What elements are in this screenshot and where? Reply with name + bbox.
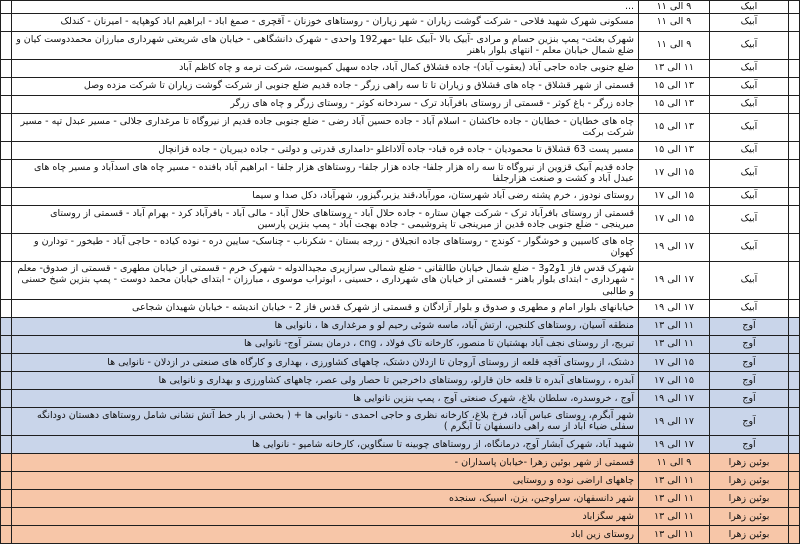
city-cell: بوئین زهرا (710, 525, 789, 543)
row-edge-left (1, 407, 12, 435)
row-edge-right (789, 317, 800, 335)
time-cell: ۱۳ الی ۱۵ (639, 77, 710, 95)
time-cell: ۱۳ الی ۱۵ (639, 141, 710, 159)
table-body (1, 1, 800, 544)
areas-cell: مسکونی شهرک شهید فلاحی - شرکت گوشت زیاران - شهر زیاران - روستاهای خوزنان - آقچری - صمغ اباد - ابراهیم اباد کوهپایه - امیرنان - کندلک (12, 13, 639, 31)
areas-cell: جاده زرگر - باغ کوثر - قسمتی از روستای بافرآباد ترک - سردخانه کوثر - روستای زرگر و چاه های زرگر (12, 95, 639, 113)
row-edge-left (1, 525, 12, 543)
city-cell: آوج (710, 371, 789, 389)
areas-cell: شهید آباد، شهرک آبشار آوج، درمانگاه، از روستاهای چوبینه تا سنگاوین، کارخانه شامپو - نانوایی ها (12, 435, 639, 453)
table-row (1, 1, 800, 14)
city-cell: آبیک (710, 77, 789, 95)
row-edge-left (1, 205, 12, 233)
city-cell: آوج (710, 435, 789, 453)
table-row (1, 471, 800, 489)
time-cell: ۹ الی ۱۱ (639, 1, 710, 14)
row-edge-right (789, 141, 800, 159)
row-edge-right (789, 31, 800, 59)
row-edge-right (789, 489, 800, 507)
city-cell: آبیک (710, 13, 789, 31)
row-edge-right (789, 525, 800, 543)
row-edge-left (1, 141, 12, 159)
table-row (1, 13, 800, 31)
table-row (1, 435, 800, 453)
areas-cell: چاه های خطایان - خطایان - جاده خاکشان - اسلام آباد - جاده حسین آباد رضی - ضلع جنوبی جاده قدیم از نیروگاه تا مرغداری جلالی - مسیر عبدل تپه - مسیر شرکت برکت (12, 113, 639, 141)
table-row (1, 407, 800, 435)
row-edge-right (789, 113, 800, 141)
row-edge-left (1, 353, 12, 371)
row-edge-left (1, 317, 12, 335)
city-cell: بوئین زهرا (710, 489, 789, 507)
table-row (1, 299, 800, 317)
city-cell: آبیک (710, 261, 789, 299)
time-cell: ۱۱ الی ۱۳ (639, 335, 710, 353)
row-edge-left (1, 261, 12, 299)
city-cell: آبیک (710, 59, 789, 77)
row-edge-right (789, 453, 800, 471)
time-cell: ۱۷ الی ۱۹ (639, 233, 710, 261)
city-cell: آبیک (710, 1, 789, 14)
row-edge-left (1, 95, 12, 113)
areas-cell: تبریج، از روستای نجف آباد بهشتیان تا منصور، کارخانه تاک فولاد ، cng ، درمان بستر آوج- نانوایی ها (12, 335, 639, 353)
areas-cell: روستای نودوز ، خرم پشته رضی آباد شهرستان، مورآباد،قند یزبر،گیزور، شهرآباد، دکل صدا و سیما (12, 187, 639, 205)
areas-cell: شهر آبگرم، روستای عباس آباد، فرخ بلاغ، کارخانه نظری و حاجی احمدی - نانوایی ها + ( بخشی از بار خط آتش نشانی شامل روستاهای دهستان دودانگه سفلی ضیاء آباد از سه راهی دانسفهان تا آبگرم ) (12, 407, 639, 435)
row-edge-left (1, 187, 12, 205)
table-row (1, 31, 800, 59)
row-edge-left (1, 471, 12, 489)
row-edge-left (1, 489, 12, 507)
time-cell: ۱۱ الی ۱۳ (639, 317, 710, 335)
time-cell: ۹ الی ۱۱ (639, 453, 710, 471)
row-edge-right (789, 1, 800, 14)
city-cell: آبیک (710, 95, 789, 113)
row-edge-right (789, 507, 800, 525)
time-cell: ۱۷ الی ۱۹ (639, 261, 710, 299)
time-cell: ۱۳ الی ۱۵ (639, 95, 710, 113)
row-edge-right (789, 13, 800, 31)
row-edge-left (1, 59, 12, 77)
areas-cell: شهر دانسفهان، سراوجین، یزن، اسپیک، سنجده (12, 489, 639, 507)
row-edge-right (789, 187, 800, 205)
areas-cell: مسیر پست 63 قشلاق تا محمودیان - جاده قره قباد- جاده آلاداغلو -دامداری قدرتی و دولتی - جاده دیبریان - جاده قزانچال (12, 141, 639, 159)
table-row (1, 335, 800, 353)
table-row (1, 371, 800, 389)
table-row (1, 95, 800, 113)
city-cell: آبیک (710, 159, 789, 187)
row-edge-right (789, 59, 800, 77)
time-cell: ۱۱ الی ۱۳ (639, 489, 710, 507)
time-cell: ۱۷ الی ۱۹ (639, 389, 710, 407)
row-edge-right (789, 435, 800, 453)
row-edge-left (1, 113, 12, 141)
table-row (1, 141, 800, 159)
city-cell: بوئین زهرا (710, 453, 789, 471)
time-cell: ۱۳ الی ۱۵ (639, 113, 710, 141)
table-row (1, 233, 800, 261)
city-cell: آوج (710, 335, 789, 353)
row-edge-right (789, 95, 800, 113)
city-cell: آبیک (710, 141, 789, 159)
areas-cell: ضلع جنوبی جاده حاجی آباد (یعقوب آباد)- جاده قشلاق کمال آباد، جاده سهیل کمپوست، شرکت ترمه و چاه کاظم آباد (12, 59, 639, 77)
table-row (1, 353, 800, 371)
areas-cell: روستای زین اباد (12, 525, 639, 543)
row-edge-left (1, 31, 12, 59)
time-cell: ۹ الی ۱۱ (639, 31, 710, 59)
areas-cell: چاههای اراضی نوده و روستایی (12, 471, 639, 489)
time-cell: ۱۵ الی ۱۷ (639, 353, 710, 371)
time-cell: ۱۵ الی ۱۷ (639, 205, 710, 233)
row-edge-left (1, 453, 12, 471)
areas-cell: چاه های کاسیین و خوشگوار - کوندج - روستاهای جاده انجیلاق - زرجه بستان - شکرناب - چناسک- سایین دره - نوده کیاده - حاجی آباد - طیخور - تودارن و کهوان (12, 233, 639, 261)
areas-cell: آبدره ، روستاهای آبدره تا قلعه خان قارلو، روستاهای داخرجین تا حصار ولی عصر، چاههای کشاورزی و بهداری و نانوایی ها (12, 371, 639, 389)
city-cell: آبیک (710, 233, 789, 261)
row-edge-left (1, 299, 12, 317)
row-edge-right (789, 77, 800, 95)
row-edge-left (1, 389, 12, 407)
row-edge-left (1, 77, 12, 95)
time-cell: ۱۵ الی ۱۷ (639, 159, 710, 187)
row-edge-right (789, 389, 800, 407)
table-row (1, 389, 800, 407)
table-row (1, 507, 800, 525)
row-edge-left (1, 435, 12, 453)
city-cell: آبیک (710, 113, 789, 141)
city-cell: آبیک (710, 205, 789, 233)
table-row (1, 261, 800, 299)
row-edge-left (1, 335, 12, 353)
row-edge-right (789, 353, 800, 371)
areas-cell: منطقه آسیان، روستاهای کلنجین، ارتش آباد، ماسه شوئی رحیم لو و مرغداری ها ، نانوایی ها (12, 317, 639, 335)
row-edge-right (789, 407, 800, 435)
areas-cell: خیابانهای بلوار امام و مطهری و صدوق و بلوار آزادگان و قسمتی از شهرک قدس فاز 2 - خیابان اندیشه - خیابان شهیدان شجاعی (12, 299, 639, 317)
time-cell: ۱۷ الی ۱۹ (639, 435, 710, 453)
time-cell: ۹ الی ۱۱ (639, 13, 710, 31)
row-edge-right (789, 335, 800, 353)
city-cell: آوج (710, 389, 789, 407)
table-row (1, 453, 800, 471)
areas-cell: شهر سگزاباد (12, 507, 639, 525)
row-edge-left (1, 507, 12, 525)
time-cell: ۱۵ الی ۱۷ (639, 187, 710, 205)
areas-cell: دشتک، از روستای آقچه قلعه از روستای آروجان تا ازدلان دشتک، چاههای کشاورزی ، بهداری و کارگاه های صنعتی در ازدلان - نانوایی ها (12, 353, 639, 371)
row-edge-left (1, 1, 12, 14)
table-row (1, 317, 800, 335)
row-edge-left (1, 233, 12, 261)
city-cell: آبیک (710, 299, 789, 317)
time-cell: ۱۵ الی ۱۷ (639, 371, 710, 389)
areas-cell: قسمتی از شهر قشلاق - چاه های قشلاق و زیاران تا تا سه راهی زرگر - جاده قدیم ضلع جنوبی از شرکت گوشت زیاران تا شرکت مزده وصل (12, 77, 639, 95)
areas-cell: شهرک قدس فاز 1و2و3 - ضلع شمال خیابان طالقانی - ضلع شمالی سرازیری مجیدالدوله - شهرک خرم - قسمتی از خیابان مطهری - قسمتی از صدوق- معلم - شهرداری - ابتدای بلوار باهنر - قسمتی از خیابان های شهرداری ، حسینی ، ابوتراب موسوی ، مبارزان - ابتدای خیابان محمد دوست - پمپ بنزین شیخ حسنی و طالبی (12, 261, 639, 299)
city-cell: آوج (710, 353, 789, 371)
row-edge-right (789, 261, 800, 299)
row-edge-left (1, 371, 12, 389)
time-cell: ۱۷ الی ۱۹ (639, 407, 710, 435)
city-cell: آوج (710, 407, 789, 435)
row-edge-right (789, 233, 800, 261)
time-cell: ۱۱ الی ۱۳ (639, 471, 710, 489)
table-row (1, 205, 800, 233)
city-cell: بوئین زهرا (710, 471, 789, 489)
row-edge-right (789, 205, 800, 233)
time-cell: ۱۱ الی ۱۳ (639, 507, 710, 525)
row-edge-right (789, 371, 800, 389)
city-cell: آبیک (710, 31, 789, 59)
areas-cell: قسمتی از شهر بوئین زهرا -خیابان پاسداران - (12, 453, 639, 471)
row-edge-right (789, 471, 800, 489)
row-edge-left (1, 159, 12, 187)
time-cell: ۱۷ الی ۱۹ (639, 299, 710, 317)
areas-cell: آوج ، خروسدره، سلطان بلاغ، شهرک صنعتی آوج ، پمپ بنزین نانوایی ها (12, 389, 639, 407)
areas-cell: ... (12, 1, 639, 14)
row-edge-left (1, 13, 12, 31)
table-row (1, 187, 800, 205)
city-cell: آوج (710, 317, 789, 335)
table-row (1, 113, 800, 141)
table-row (1, 489, 800, 507)
areas-cell: شهرک بعثت- پمپ بنزین حسام و مرادی -آبیک بالا -آبیک علیا -مهر192 واحدی - شهرک دانشگاهی - خیابان های شریعتی شهرداری مبارزان محمددوست کیان و ضلع شمال خیابان معلم - انتهای بلوار باهنر (12, 31, 639, 59)
row-edge-right (789, 159, 800, 187)
time-cell: ۱۱ الی ۱۳ (639, 59, 710, 77)
city-cell: آبیک (710, 187, 789, 205)
areas-cell: جاده قدیم آبیک قزوین از نیروگاه تا سه راه هزار جلفا- جاده هزار جلفا- روستاهای هزار جلفا - ابراهیم آباد بافنده - مسیر چاه های اسدآباد و مسیر چاه های عبدل آباد و کشت و صنعت هزارجلفا (12, 159, 639, 187)
city-cell: بوئین زهرا (710, 507, 789, 525)
table-row (1, 59, 800, 77)
table-row (1, 525, 800, 543)
row-edge-right (789, 299, 800, 317)
time-cell: ۱۱ الی ۱۳ (639, 525, 710, 543)
areas-cell: قسمتی از روستای بافرآباد ترک - شرکت جهان ستاره - جاده حلال آباد - روستاهای حلال آباد - مالی آباد - بافرآباد کرد - بهرام آباد - قسمتی از روستای میرینجی - ضلع جنوبی جاده قدین از میرینجی تا پتروشیمی - جاده بهجت آباد - پمپ بنزین پارسین (12, 205, 639, 233)
table-row (1, 159, 800, 187)
table-row (1, 77, 800, 95)
